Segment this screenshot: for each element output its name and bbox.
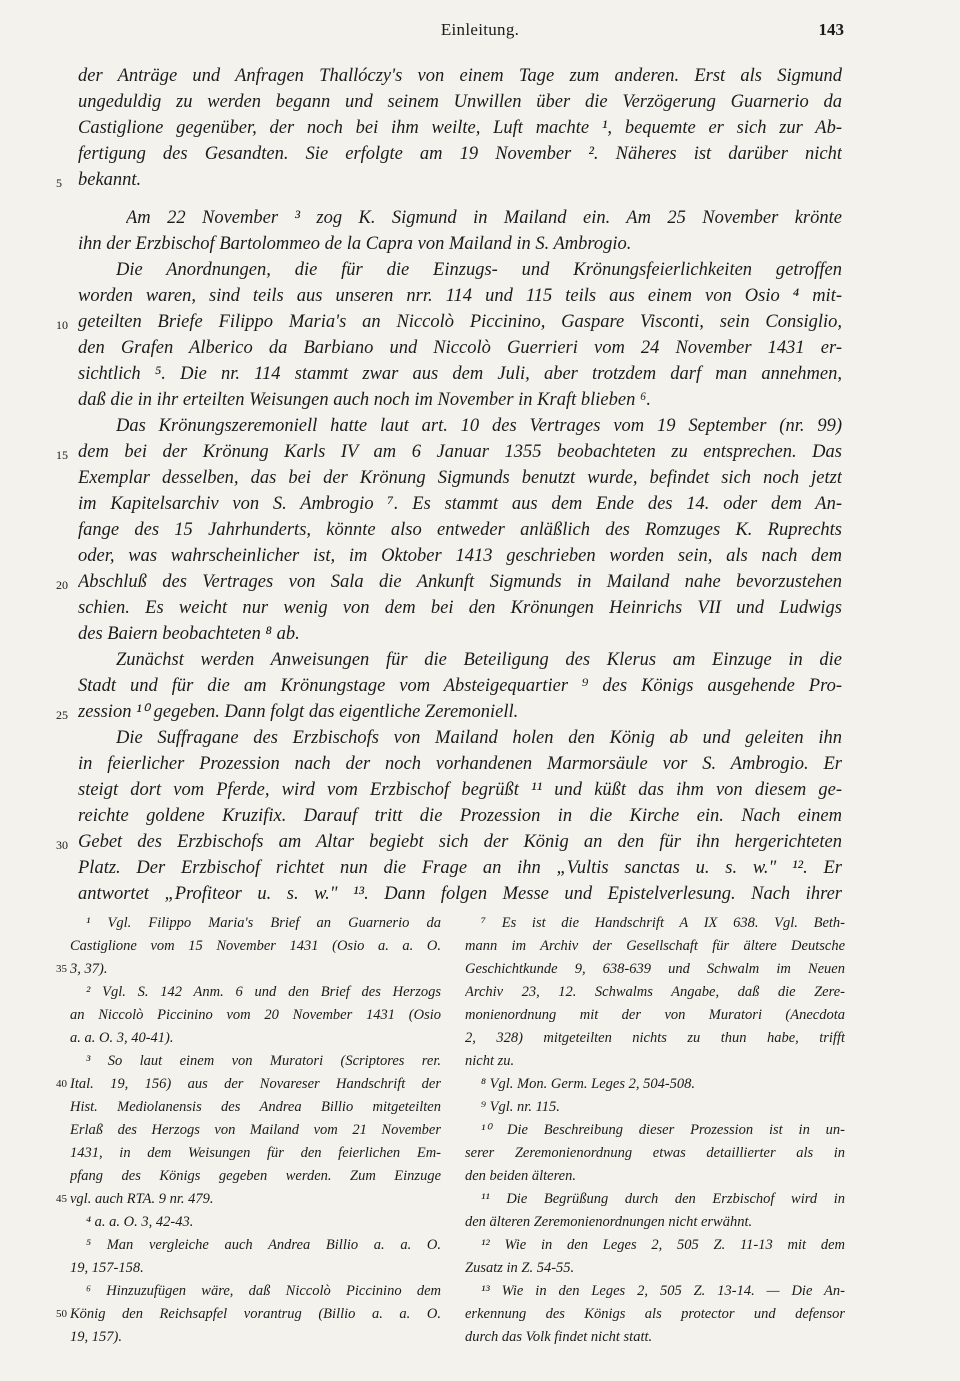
footnote-line: ¹⁰ Die Beschreibung dieser Prozession ist in un- bbox=[481, 1122, 845, 1138]
footnote-line: a. a. O. 3, 40-41). bbox=[70, 1030, 174, 1046]
text-line: sichtlich ⁵. Die nr. 114 stammt zwar aus dem Juli, aber trotzdem darf man annehmen, bbox=[78, 364, 842, 384]
footnote-line: 1431, in dem Weisungen für den feierlichen Em- bbox=[70, 1145, 441, 1161]
text-line: Exemplar desselben, das bei der Krönung Sigmunds benutzt wurde, befindet sich noch jetzt bbox=[78, 468, 842, 488]
text-line: Stadt und für die am Krönungstage vom Absteigequartier ⁹ des Königs ausgehende Pro- bbox=[78, 676, 842, 696]
footnote-line: mann im Archiv der Gesellschaft für ältere Deutsche bbox=[465, 938, 845, 954]
footnote-line-number: 35 bbox=[56, 963, 67, 975]
footnote-line: Hist. Mediolanensis des Andrea Billio mitgeteilten bbox=[70, 1099, 441, 1115]
footnote-line: Ital. 19, 156) aus der Novareser Handschrift der bbox=[70, 1076, 441, 1092]
footnote-line: ⁷ Es ist die Handschrift A IX 638. Vgl. Beth- bbox=[481, 915, 845, 931]
text-line: geteilten Briefe Filippo Maria's an Niccolò Piccinino, Gaspare Visconti, sein Consiglio, bbox=[78, 312, 842, 332]
footnote-line: ¹ Vgl. Filippo Maria's Brief an Guarnerio da bbox=[86, 915, 441, 931]
page-number: 143 bbox=[818, 20, 844, 39]
text-line: worden waren, sind teils aus unseren nrr. 114 und 115 teils aus einem von Osio ⁴ mit- bbox=[78, 286, 842, 306]
footnote-line: vgl. auch RTA. 9 nr. 479. bbox=[70, 1191, 214, 1207]
text-line: Zunächst werden Anweisungen für die Beteiligung des Klerus am Einzuge in die bbox=[116, 650, 842, 670]
footnote-line: ¹³ Wie in den Leges 2, 505 Z. 13-14. — Die An- bbox=[481, 1283, 845, 1299]
text-line: ihn der Erzbischof Bartolommeo de la Capra von Mailand in S. Ambrogio. bbox=[78, 234, 632, 254]
text-line: der Anträge und Anfragen Thallóczy's von einem Tage zum anderen. Erst als Sigmund bbox=[78, 66, 842, 86]
footnote-line: ² Vgl. S. 142 Anm. 6 und den Brief des Herzogs bbox=[86, 984, 441, 1000]
text-line: Das Krönungszeremoniell hatte laut art. 10 des Vertrages vom 19 September (nr. 99) bbox=[116, 416, 842, 436]
text-line: antwortet „Profiteor u. s. w." ¹³. Dann folgen Messe und Epistelverlesung. Nach ihrer bbox=[78, 884, 842, 904]
footnote-line: ⁸ Vgl. Mon. Germ. Leges 2, 504-508. bbox=[481, 1076, 696, 1092]
footnote-line: ⁴ a. a. O. 3, 42-43. bbox=[86, 1214, 194, 1230]
text-line: fange des 15 Jahrhunderts, könnte also entweder anläßlich des Romzuges K. Ruprechts bbox=[78, 520, 842, 540]
footnote-line: ¹¹ Die Begrüßung durch den Erzbischof wird in bbox=[481, 1191, 845, 1207]
text-line: zession ¹⁰ gegeben. Dann folgt das eigentliche Zeremoniell. bbox=[78, 702, 519, 722]
footnote-line: erkennung des Königs als protector und defensor bbox=[465, 1306, 845, 1322]
footnote-line-number: 40 bbox=[56, 1078, 67, 1090]
footnote-line: 19, 157). bbox=[70, 1329, 122, 1345]
text-line: Platz. Der Erzbischof richtet nun die Frage an ihn „Vultis sanctas u. s. w." ¹². Er bbox=[78, 858, 842, 878]
text-line: ungeduldig zu werden begann und seinem Unwillen über die Verzögerung Guarnerio da bbox=[78, 92, 842, 112]
line-number: 20 bbox=[56, 578, 68, 592]
footnote-line: Castiglione vom 15 November 1431 (Osio a. a. O. bbox=[70, 938, 441, 954]
footnote-line: König den Reichsapfel vorantrug (Billio a. a. O. bbox=[70, 1306, 441, 1322]
footnote-line: ⁹ Vgl. nr. 115. bbox=[481, 1099, 560, 1115]
footnote-line-number: 45 bbox=[56, 1193, 67, 1205]
text-line: schien. Es weicht nur wenig von dem bei den Krönungen Heinrichs VII und Ludwigs bbox=[78, 598, 842, 618]
text-line: des Baiern beobachteten ⁸ ab. bbox=[78, 624, 300, 644]
text-line: steigt dort vom Pferde, wird vom Erzbischof begrüßt ¹¹ und küßt das ihm von diesem ge- bbox=[78, 780, 842, 800]
text-line: dem bei der Krönung Karls IV am 6 Januar 1355 beobachteten zu entsprechen. Das bbox=[78, 442, 842, 462]
footnote-line: monienordnung mit der von Muratori (Anecdota bbox=[465, 1007, 845, 1023]
footnote-line: Erlaß des Herzogs von Mailand vom 21 November bbox=[70, 1122, 441, 1138]
footnote-line: 2, 328) mitgeteilten nichts zu thun habe, trifft bbox=[465, 1030, 845, 1046]
footnote-line: Geschichtkunde 9, 638-639 und Schwalm im Neuen bbox=[465, 961, 845, 977]
running-header: Einleitung. bbox=[440, 20, 520, 39]
line-number: 15 bbox=[56, 448, 68, 462]
footnote-line: durch das Volk findet nicht statt. bbox=[465, 1329, 653, 1345]
footnote-line: ⁵ Man vergleiche auch Andrea Billio a. a. O. bbox=[86, 1237, 441, 1253]
footnote-line: Archiv 23, 12. Schwalms Angabe, daß die Zere- bbox=[465, 984, 845, 1000]
footnote-line: den älteren Zeremonienordnungen nicht erwähnt. bbox=[465, 1214, 753, 1230]
text-line: Die Anordnungen, die für die Einzugs- und Krönungsfeierlichkeiten getroffen bbox=[116, 260, 842, 280]
footnote-line-number: 50 bbox=[56, 1308, 67, 1320]
text-line: daß die in ihr erteilten Weisungen auch noch im November in Kraft blieben ⁶. bbox=[78, 390, 651, 410]
text-line: Gebet des Erzbischofs am Altar begiebt sich der König an den für ihn hergerichteten bbox=[78, 832, 842, 852]
footnote-line: ¹² Wie in den Leges 2, 505 Z. 11-13 mit dem bbox=[481, 1237, 845, 1253]
line-number: 25 bbox=[56, 708, 68, 722]
footnote-line: ³ So laut einem von Muratori (Scriptores rer. bbox=[86, 1053, 441, 1069]
text-line: Am 22 November ³ zog K. Sigmund in Mailand ein. Am 25 November krönte bbox=[126, 208, 842, 228]
text-line: bekannt. bbox=[78, 170, 142, 190]
text-line: im Kapitelsarchiv von S. Ambrogio ⁷. Es stammt aus dem Ende des 14. oder dem An- bbox=[78, 494, 842, 514]
footnote-line: den beiden älteren. bbox=[465, 1168, 576, 1184]
text-line: Die Suffragane des Erzbischofs von Mailand holen den König ab und geleiten ihn bbox=[116, 728, 842, 748]
text-line: Castiglione gegenüber, der noch bei ihm weilte, Luft machte ¹, bequemte er sich zur Ab- bbox=[78, 118, 842, 138]
line-number: 5 bbox=[56, 176, 62, 190]
footnote-line: 3, 37). bbox=[70, 961, 108, 977]
footnote-line: ⁶ Hinzuzufügen wäre, daß Niccolò Piccinino dem bbox=[86, 1283, 441, 1299]
text-line: reichte goldene Kruzifix. Darauf tritt die Prozession in die Kirche ein. Nach einem bbox=[78, 806, 842, 826]
text-line: oder, was wahrscheinlicher ist, im Oktober 1413 geschrieben worden sein, als nach dem bbox=[78, 546, 842, 566]
footnote-line: an Niccolò Piccinino vom 20 November 1431 (Osio bbox=[70, 1007, 441, 1023]
line-number: 10 bbox=[56, 318, 68, 332]
text-line: den Grafen Alberico da Barbiano und Niccolò Guerrieri vom 24 November 1431 er- bbox=[78, 338, 842, 358]
line-number: 30 bbox=[56, 838, 68, 852]
footnote-line: pfang des Königs gegeben werden. Zum Einzuge bbox=[70, 1168, 441, 1184]
text-line: fertigung des Gesandten. Sie erfolgte am 19 November ². Näheres ist darüber nicht bbox=[78, 144, 842, 164]
text-line: Abschluß des Vertrages von Sala die Ankunft Sigmunds in Mailand nahe bevorzustehen bbox=[78, 572, 842, 592]
footnote-line: Zusatz in Z. 54-55. bbox=[465, 1260, 575, 1276]
footnote-line: serer Zeremonienordnung etwas detaillierter als in bbox=[465, 1145, 845, 1161]
footnote-line: 19, 157-158. bbox=[70, 1260, 144, 1276]
footnote-line: nicht zu. bbox=[465, 1053, 515, 1069]
text-line: in feierlicher Prozession nach der noch vorhandenen Marmorsäule vor S. Ambrogio. Er bbox=[78, 754, 842, 774]
